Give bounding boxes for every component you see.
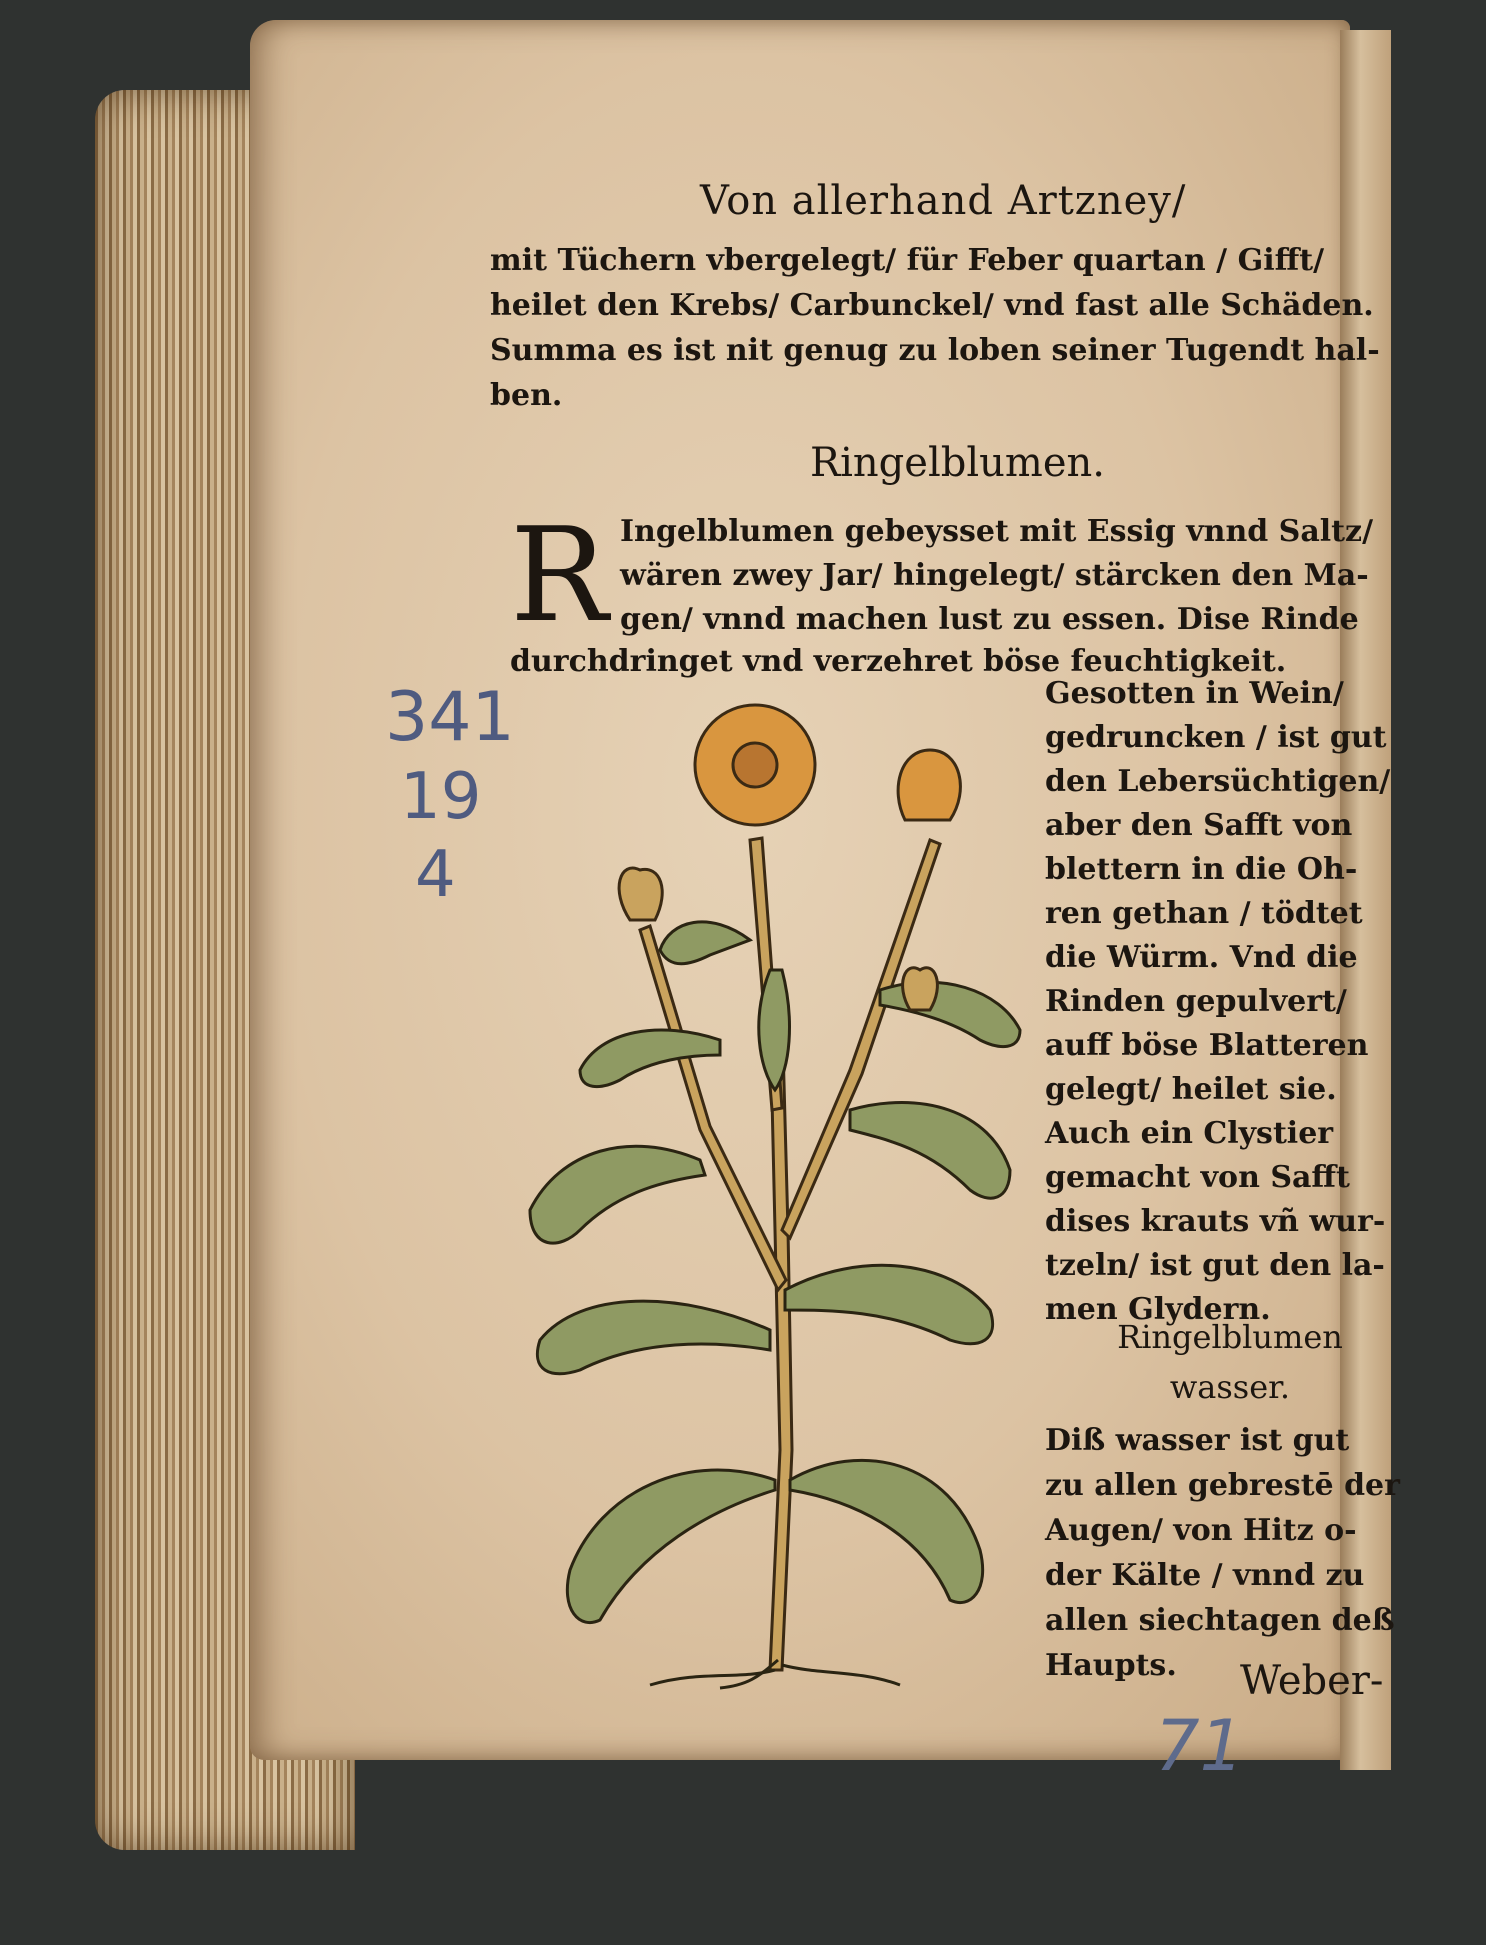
text-line: blettern in die Oh- <box>1045 852 1358 887</box>
text-line: Rinden gepulvert/ <box>1045 984 1347 1019</box>
text-line: gen/ vnnd machen lust zu essen. Dise Rinde <box>620 602 1359 637</box>
text-line: die Würm. Vnd die <box>1045 940 1358 975</box>
subsection-paragraph <box>1045 1418 1400 1688</box>
text-line: dises krauts vñ wur- <box>1045 1204 1386 1239</box>
section-paragraph-full-line: durchdringet vnd verzehret böse feuchtigkeit. <box>510 644 1287 679</box>
text-line: Augen/ von Hitz o- <box>1045 1513 1357 1548</box>
text-line: den Lebersüchtigen/ <box>1045 764 1391 799</box>
text-line: wasser. <box>1169 1368 1291 1406</box>
text-line: Auch ein Clystier <box>1045 1116 1334 1151</box>
catchword: Weber- <box>1240 1658 1384 1704</box>
text-line: auff böse Blatteren <box>1045 1028 1369 1063</box>
text-line: allen siechtagen deß <box>1045 1603 1395 1638</box>
intro-paragraph <box>490 238 1390 418</box>
manuscript-note: 341 <box>385 678 515 757</box>
marigold-flowers <box>619 705 960 1010</box>
manuscript-note: 4 <box>415 838 456 912</box>
page-header: Von allerhand Artzney/ <box>700 178 1187 224</box>
section-title: Ringelblumen. <box>810 440 1105 486</box>
manuscript-page-number: 71 <box>1155 1705 1245 1787</box>
text-line: gedruncken / ist gut <box>1045 720 1387 755</box>
text-line: wären zwey Jar/ hingelegt/ stärcken den Ma- <box>620 558 1369 593</box>
text-line: gemacht von Safft <box>1045 1160 1350 1195</box>
text-line: gelegt/ heilet sie. <box>1045 1072 1337 1107</box>
subsection-title <box>1100 1312 1360 1412</box>
side-column <box>1045 672 1395 1332</box>
section-paragraph <box>620 510 1390 642</box>
text-line: aber den Safft von <box>1045 808 1353 843</box>
manuscript-note: 19 <box>400 760 482 834</box>
text-line: tzeln/ ist gut den la- <box>1045 1248 1385 1283</box>
text-line: ren gethan / tödtet <box>1045 896 1363 931</box>
drop-capital: R <box>510 499 608 651</box>
text-line: heilet den Krebs/ Carbunckel/ vnd fast alle Schäden. <box>490 288 1374 323</box>
text-line: Ingelblumen gebeysset mit Essig vnnd Saltz/ <box>620 514 1374 549</box>
text-line: der Kälte / vnnd zu <box>1045 1558 1365 1593</box>
text-line: mit Tüchern vbergelegt/ für Feber quartan / Gifft/ <box>490 243 1325 278</box>
text-line: zu allen gebrestē der <box>1045 1468 1400 1503</box>
text-line: men Glydern. <box>1045 1292 1271 1327</box>
marigold-woodcut-illustration <box>520 690 1040 1690</box>
text-line: Summa es ist nit genug zu loben seiner Tugendt hal- <box>490 333 1380 368</box>
text-line: Diß wasser ist gut <box>1045 1423 1350 1458</box>
plant-roots <box>650 1660 900 1688</box>
text-line: Ringelblumen <box>1117 1318 1343 1356</box>
text-line: Gesotten in Wein/ <box>1045 676 1344 711</box>
text-line: Haupts. <box>1045 1648 1177 1683</box>
text-line: ben. <box>490 378 563 413</box>
